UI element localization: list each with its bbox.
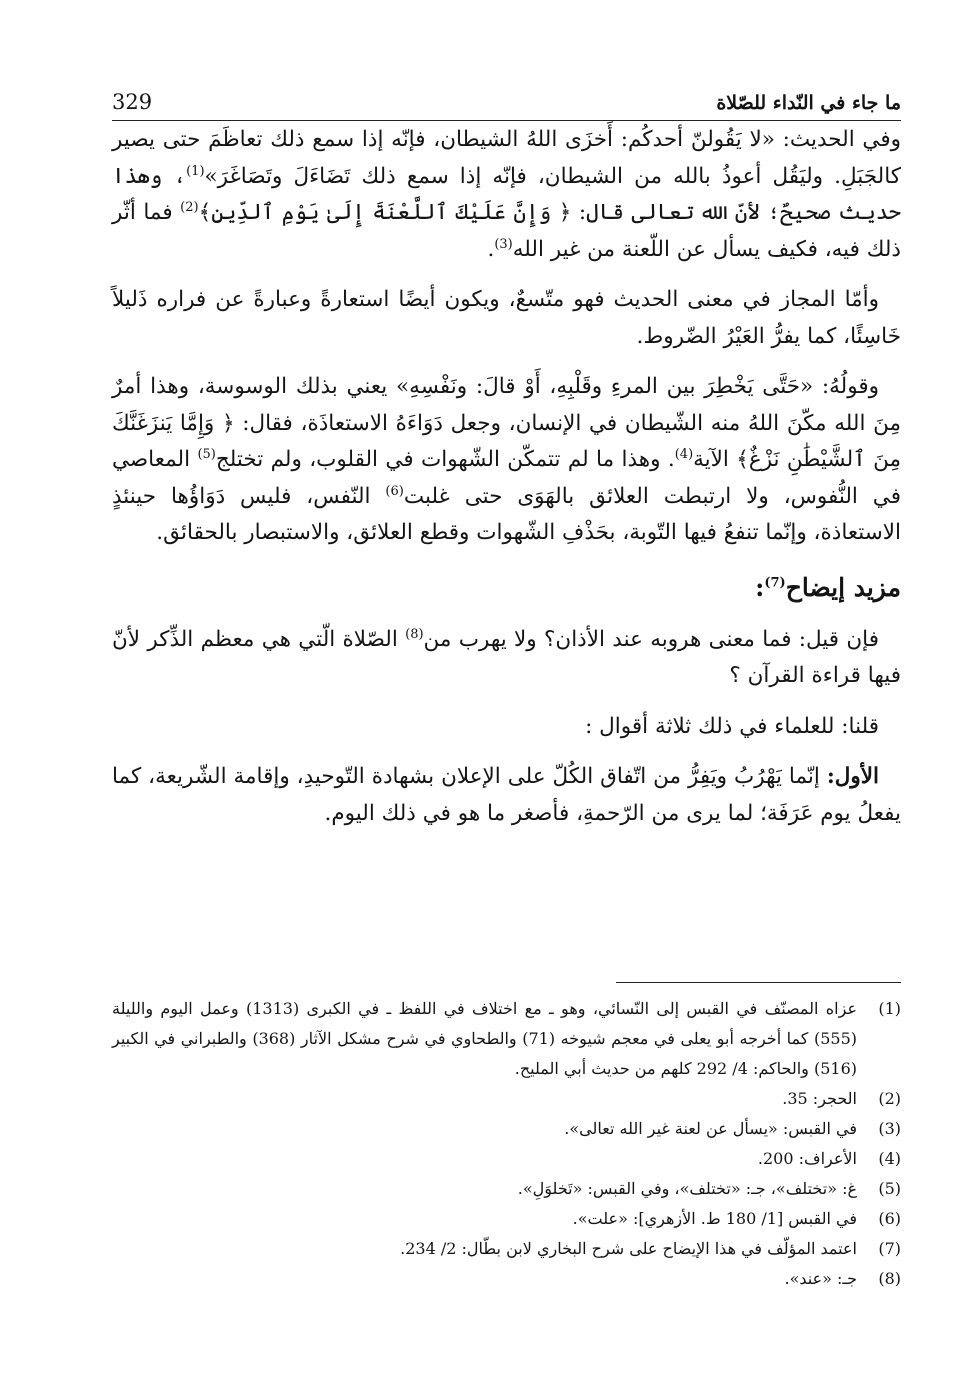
paragraph-text: . وهذا ما لم تتمكّن الشّهوات في القلوب، ولم تختلج	[215, 447, 675, 472]
footnote-item	[112, 1204, 901, 1234]
footnote-number: (2)	[878, 1089, 901, 1108]
paragraph-4	[112, 622, 901, 695]
footnote-ref-3: (3)	[494, 236, 513, 252]
page-header	[112, 78, 901, 121]
paragraph-text: إنّما يَهْرُبُ ويَفِرُّ من اتّفاق الكُلّ على الإعلان بشهادة التّوحيدِ، وإقامة الشّريعة، كما يفعلُ يوم عَرَفَة؛ لما يرى من الرّحمةِ، فأصغر ما هو في ذلك اليوم.	[112, 764, 901, 826]
paragraph-3	[112, 369, 901, 552]
main-text	[112, 122, 901, 846]
paragraph-text: وقولُهُ: «حَتَّى يَخْطِرَ بين المرءِ وقَلْبِهِ، أَوْ قالَ: ونَفْسِهِ» يعني بذلك الوسوسة، وهذا أمرٌ مِنَ الله مكّنَ اللهُ منه الشّيطان في الإنسان، وجعل دَوَاءَهُ الاستعاذَة، فقال: ﴿ وَإِمَّا يَنزَغَنَّكَ مِنَ ٱلشَّيْطَٰنِ نَزْغٌ﴾ الآية	[112, 374, 901, 472]
footnote-ref-1: (1)	[186, 163, 205, 179]
footnote-number: (5)	[878, 1179, 901, 1198]
footnote-ref-6: (6)	[385, 483, 404, 499]
footnote-ref-2: (2)	[180, 199, 199, 215]
footnote-number: (7)	[878, 1239, 901, 1258]
paragraph-2: وأمّا المجاز في معنى الحديث فهو متّسعٌ، ويكون أيضًا استعارةً وعبارةً عن فراره ذَليلاً خَاسِئًا، كما يفرُّ العَيْرُ الضّروط.	[112, 287, 901, 349]
paragraph-text: الصّلاة الّتي هي معظم الذِّكر لأنّ فيها قراءة القرآن ؟	[112, 626, 901, 688]
footnote-text: في القبس: «يسأل عن لعنة غير الله تعالى».	[564, 1119, 857, 1138]
footnote-number: (6)	[878, 1209, 901, 1228]
footnote-ref-4: (4)	[674, 446, 694, 462]
footnote-text: الحجر: 35.	[782, 1089, 857, 1108]
section-heading	[112, 566, 901, 610]
footnote-number: (1)	[878, 999, 901, 1018]
footnote-text: اعتمد المؤلّف في هذا الإيضاح على شرح البخاري لابن بطّال: 2/ 234.	[400, 1239, 857, 1258]
footnote-item	[112, 994, 901, 1084]
footnote-ref-5: (5)	[197, 446, 216, 462]
footnotes	[112, 994, 901, 1294]
footnote-number: (4)	[878, 1149, 901, 1168]
footnote-item	[112, 1264, 901, 1294]
paragraph-6	[112, 759, 901, 832]
paragraph-text: المعاصي في النُّفوس، ولا ارتبطت العلائق بالهَوَى حتى غلبت	[112, 447, 902, 509]
paragraph-text: النّفس، فليس دَوَاؤُها حينئذٍ الاستعاذة، وإنّما تنفعُ فيها التّوبة، بحَذْفِ الشّهوات وقطع العلائق، والاستبصار بالحقائق.	[112, 483, 901, 545]
footnote-item	[112, 1174, 901, 1204]
footnote-text: الأعراف: 200.	[757, 1149, 857, 1168]
footnote-item	[112, 1084, 901, 1114]
footnote-text: عزاه المصنّف في القبس إلى النّسائي، وهو ـ مع اختلاف في اللفظ ـ في الكبرى (1313) وعمل اليوم والليلة (555) كما أخرجه أبو يعلى في معجم شيوخه (71) والطحاوي في شرح مشكل الآثار (368) والطبراني في الكبير (516) والحاكم: 4/ 292 كلهم من حديث أبي المليح.	[112, 999, 858, 1078]
paragraph-text: فإن قيل: فما معنى هروبه عند الأذان؟ ولا يهرب من	[423, 626, 879, 652]
footnote-number: (3)	[878, 1119, 901, 1138]
paragraph-5: قلنا: للعلماء في ذلك ثلاثة أقوال :	[585, 713, 879, 739]
paragraph-lead: الأول:	[826, 764, 879, 789]
page-number: 329	[112, 90, 153, 114]
footnote-divider	[616, 982, 901, 983]
paragraph-1	[112, 122, 901, 268]
footnote-ref-8: (8)	[405, 626, 424, 642]
paragraph-text: وفي الحديث: «لا يَقُولنّ أحدكُم: أَخزَى اللهُ الشيطان، فإنّه إذا سمع ذلك تعاظَمَ حتى يصير كالجَبَلِ. وليَقُل أعوذُ بالله من الشيطان، فإنّه إذا سمع ذلك تَضَاءَلَ وتَصَاغَرَ»	[112, 127, 901, 189]
footnote-text: غ: «تختلف»، جـ: «تختلف»، وفي القبس: «تَخلوَلِ».	[517, 1179, 857, 1198]
footnote-item	[112, 1114, 901, 1144]
footnote-text: في القبس [1/ 180 ط. الأزهري]: «علت».	[572, 1209, 857, 1228]
running-title: ما جاء في النّداء للصّلاة	[716, 92, 901, 114]
paragraph-text: .	[487, 236, 495, 262]
footnote-item	[112, 1234, 901, 1264]
paragraph-text: ، وهذا حديث صحيحٌ؛ لأنّ الله تعالى قال: ﴿ وَإِنَّ عَلَيْكَ ٱللَّعْنَةَ إِلَىٰ يَوْمِ ٱلدِّينِ﴾	[112, 163, 901, 225]
footnote-ref-7: (7)	[764, 575, 786, 591]
footnote-text: جـ: «عند».	[784, 1269, 857, 1288]
footnote-item	[112, 1144, 901, 1174]
footnote-number: (8)	[878, 1269, 901, 1288]
paragraph-text: فما أثّر ذلك فيه، فكيف يسأل عن اللّعنة من غير الله	[112, 200, 901, 262]
heading-text: مزيد إيضاح	[785, 572, 901, 602]
heading-colon: :	[755, 572, 765, 602]
